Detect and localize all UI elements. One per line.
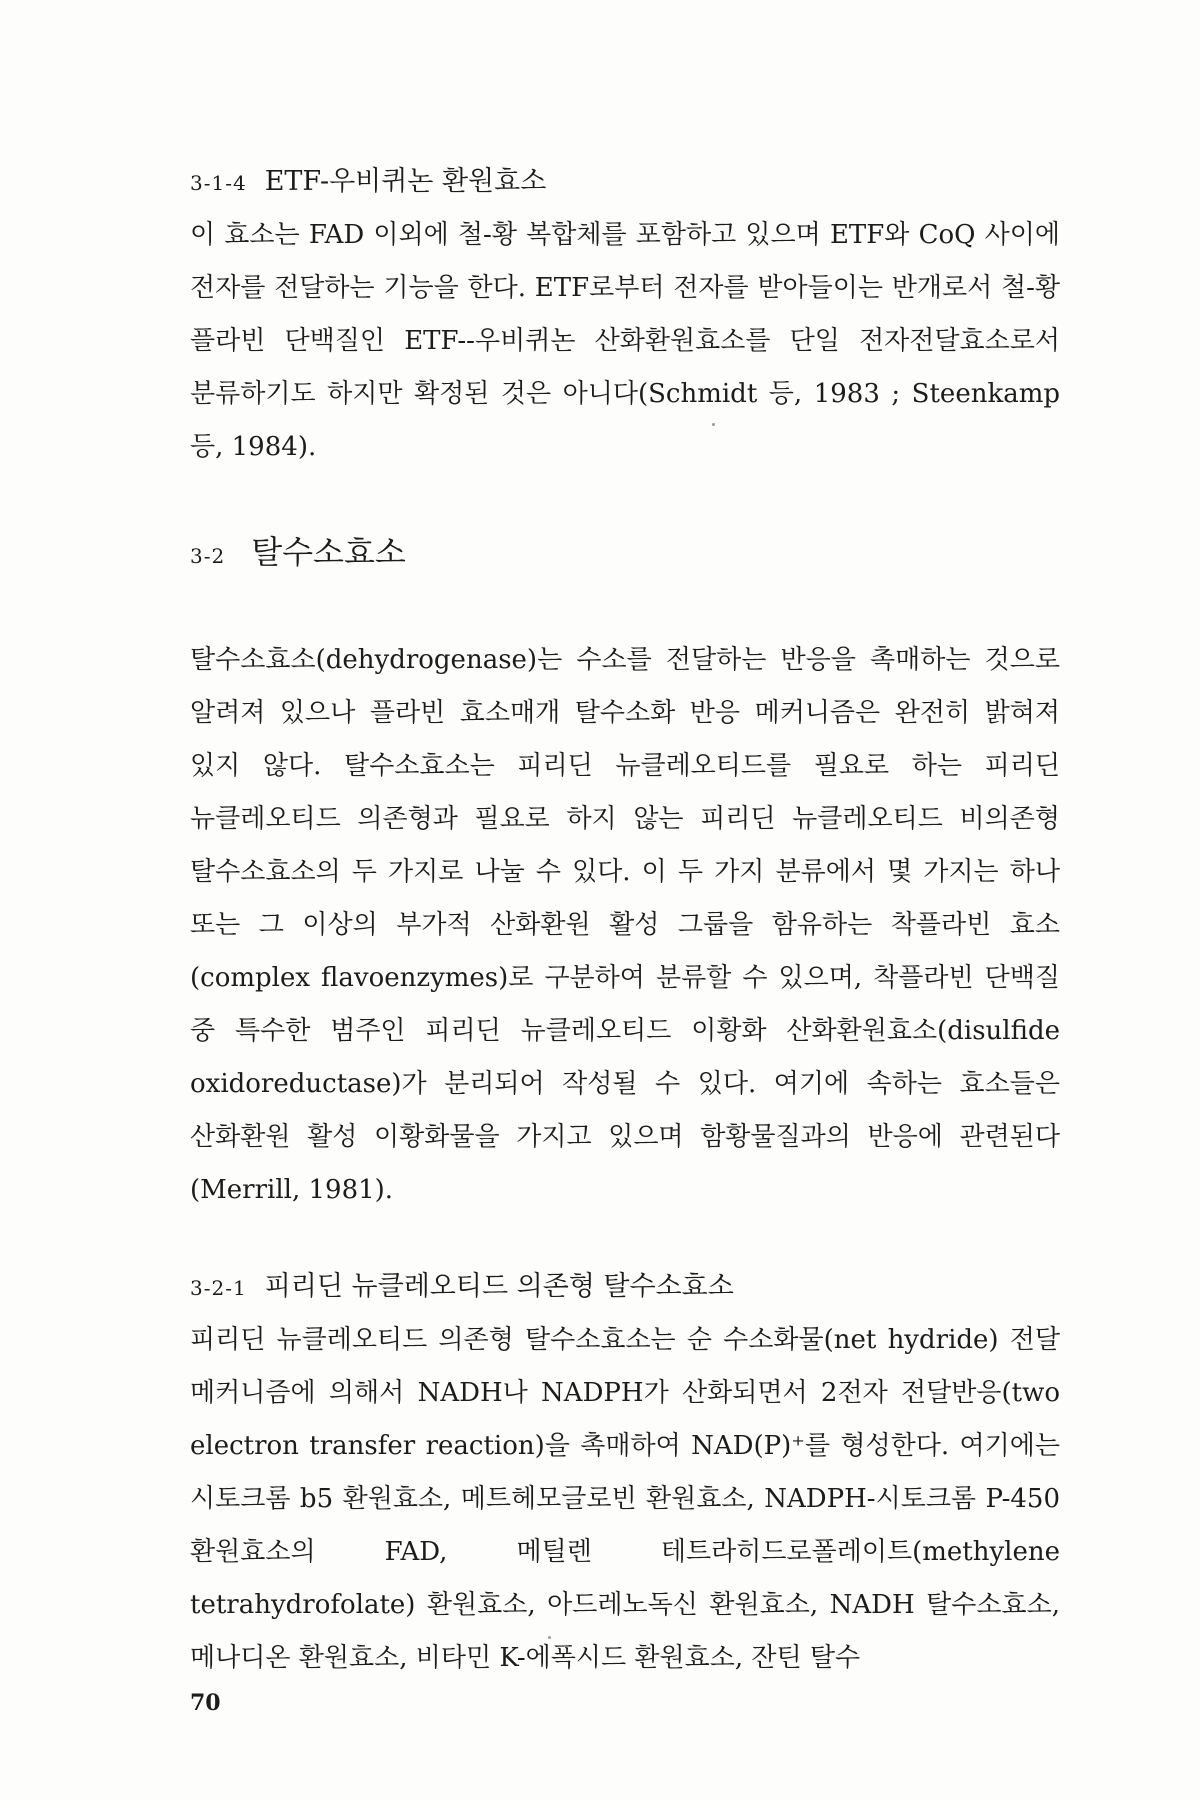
paragraph: 탈수소효소(dehydrogenase)는 수소를 전달하는 반응을 촉매하는 것으로 알려져 있으나 플라빈 효소매개 탈수소화 반응 메커니즘은 완전히 밝혀져 있지 않다. 탈수소효소는 피리딘 뉴클레오티드를 필요로 하는 피리딘 뉴클레오티드 의존형과 필요로 하지 않는 피리딘 뉴클레오티드 비의존형 탈수소효소의 두 가지로 나눌 수 있다. 이 두 가지 분류에서 몇 가지는 하나 또는 그 이상의 부가적 산화환원 활성 그룹을 함유하는 착플라빈 효소(complex flavoenzymes)로 구분하여 분류할 수 있으며, 착플라빈 단백질 중 특수한 범주인 피리딘 뉴클레오티드 이황화 산화환원효소(disulfide oxidoreductase)가 분리되어 작성될 수 있다. 여기에 속하는 효소들은 산화환원 활성 이황화물을 가지고 있으며 함황물질과의 반응에 관련된다(Merrill, 1981). bbox=[190, 645, 1060, 1205]
section-number: 3-2 bbox=[190, 544, 226, 568]
section-heading bbox=[190, 160, 1060, 205]
page-content bbox=[190, 160, 1060, 1685]
paragraph: 피리딘 뉴클레오티드 의존형 탈수소효소는 순 수소화물(net hydride) 전달 메커니즘에 의해서 NADH나 NADPH가 산화되면서 2전자 전달반응(two electron transfer reaction)을 촉매하여 NAD(P)⁺를 형성한다. 여기에는 시토크롬 b5 환원효소, 메트헤모글로빈 환원효소, NADPH-시토크롬 P-450 환원효소의 FAD, 메틸렌 테트라히드로폴레이트(methylene tetrahydrofolate) 환원효소, 아드레노독신 환원효소, NADH 탈수소효소, 메나디온 환원효소, 비타민 K-에폭시드 환원효소, 잔틴 탈수 bbox=[190, 1325, 1060, 1673]
page-number: 70 bbox=[190, 1690, 221, 1716]
section-number: 3-2-1 bbox=[190, 1276, 247, 1300]
section-heading bbox=[190, 1265, 1060, 1310]
section-3-2 bbox=[190, 530, 1060, 1217]
section-heading bbox=[190, 530, 1060, 578]
section-3-1-4 bbox=[190, 160, 1060, 474]
section-title: ETF-우비퀴논 환원효소 bbox=[264, 166, 547, 197]
section-title: 피리딘 뉴클레오티드 의존형 탈수소효소 bbox=[264, 1271, 734, 1302]
section-number: 3-1-4 bbox=[190, 171, 247, 195]
section-3-2-1 bbox=[190, 1265, 1060, 1685]
paragraph: 이 효소는 FAD 이외에 철-황 복합체를 포함하고 있으며 ETF와 CoQ 사이에 전자를 전달하는 기능을 한다. ETF로부터 전자를 받아들이는 반개로서 철-황 플라빈 단백질인 ETF--우비퀴논 산화환원효소를 단일 전자전달효소로서 분류하기도 하지만 확정된 것은 아니다(Schmidt 등, 1983 ; Steenkamp 등, 1984). bbox=[190, 220, 1060, 462]
section-title: 탈수소효소 bbox=[251, 533, 406, 571]
